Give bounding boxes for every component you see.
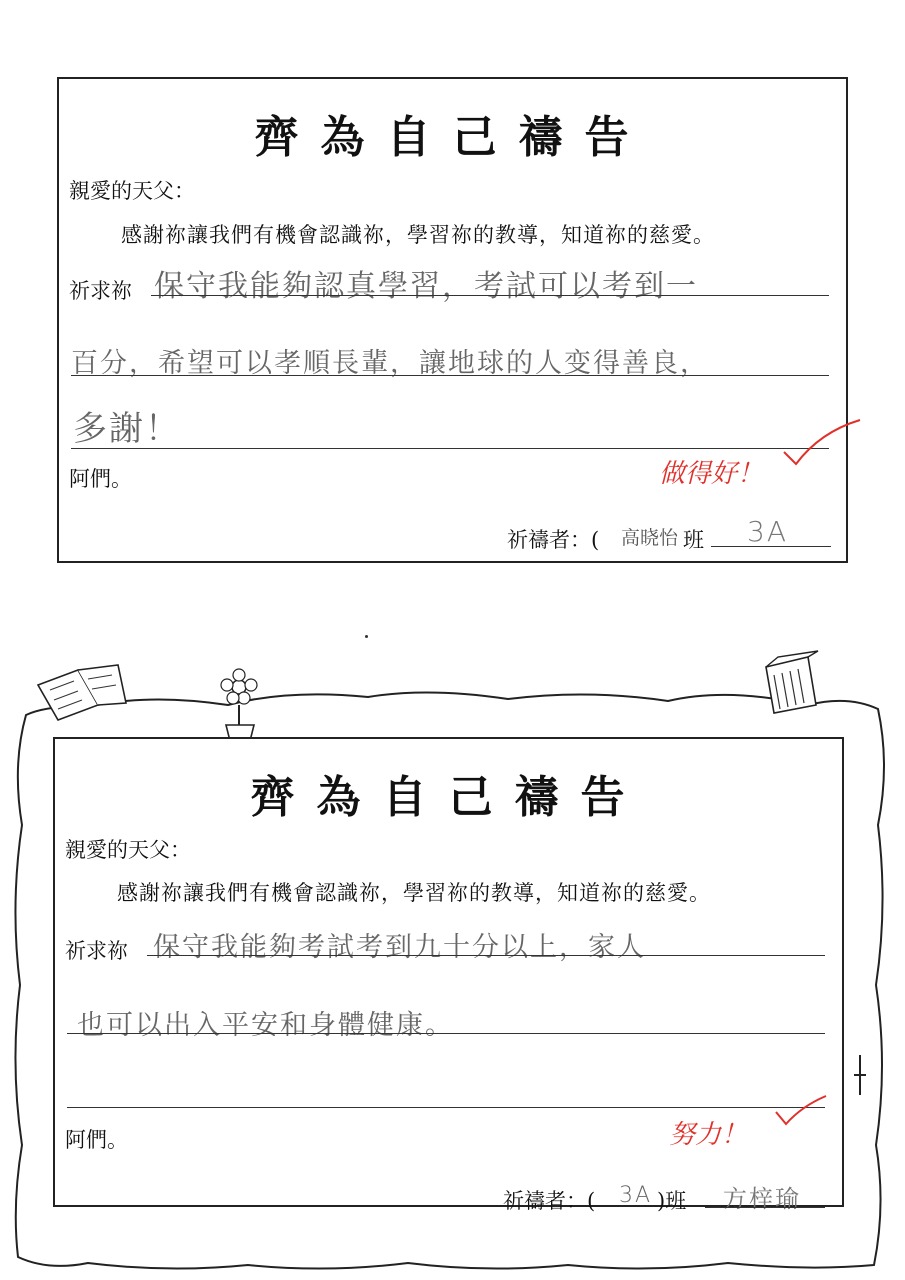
- signature-label: 祈禱者：(: [503, 1189, 596, 1213]
- card-title: 齊為自己禱告: [254, 112, 651, 163]
- handwritten-line-1: 保守我能夠考試考到九十分以上，家人: [153, 932, 646, 963]
- signature-label: 祈禱者：(: [507, 528, 600, 552]
- amen: 阿們。: [69, 467, 132, 491]
- scan-dot: [365, 635, 368, 638]
- salutation: 親愛的天父：: [65, 838, 191, 862]
- handwritten-line-2: 也可以出入平安和身體健康。: [77, 1010, 454, 1041]
- class-value: 3A: [619, 1183, 653, 1208]
- handwritten-line-3: 多謝！: [73, 409, 181, 449]
- writing-line: [71, 375, 829, 376]
- signer-name: 方梓瑜: [723, 1185, 801, 1213]
- prayer-card-1: [57, 77, 848, 563]
- writing-line: [151, 295, 829, 296]
- card-title: 齊為自己禱告: [250, 772, 647, 823]
- handwritten-line-2: 百分，希望可以孝順長輩，讓地球的人变得善良，: [71, 348, 709, 379]
- open-book-icon: [38, 665, 126, 720]
- writing-line: [67, 1033, 825, 1034]
- thanks-line: 感謝祢讓我們有機會認識祢，學習祢的教導，知道祢的慈愛。: [121, 223, 715, 247]
- amen: 阿們。: [65, 1128, 128, 1152]
- ask-label: 祈求祢: [69, 279, 132, 303]
- name-line: [705, 1207, 825, 1208]
- class-value: 3A: [747, 515, 788, 548]
- writing-line: [67, 1107, 825, 1108]
- signer-name: 高晓怡: [621, 527, 679, 549]
- ask-label: 祈求祢: [65, 939, 128, 963]
- class-label: 班: [683, 528, 704, 552]
- teacher-comment: 努力！: [669, 1120, 748, 1150]
- class-line: [711, 546, 831, 547]
- handwritten-line-1: 保守我能夠認真學習，考試可以考到一: [154, 269, 698, 304]
- prayer-card-2: [53, 737, 844, 1213]
- teacher-comment: 做得好！: [659, 459, 764, 489]
- salutation: 親愛的天父：: [69, 179, 195, 203]
- writing-line: [71, 448, 829, 449]
- thanks-line: 感謝祢讓我們有機會認識祢，學習祢的教導，知道祢的慈愛。: [117, 881, 711, 905]
- books-icon: [766, 651, 818, 713]
- class-label: )班: [657, 1189, 687, 1213]
- checkmark-icon: [780, 412, 870, 472]
- writing-line: [147, 955, 825, 956]
- checkmark-icon: [772, 1092, 832, 1132]
